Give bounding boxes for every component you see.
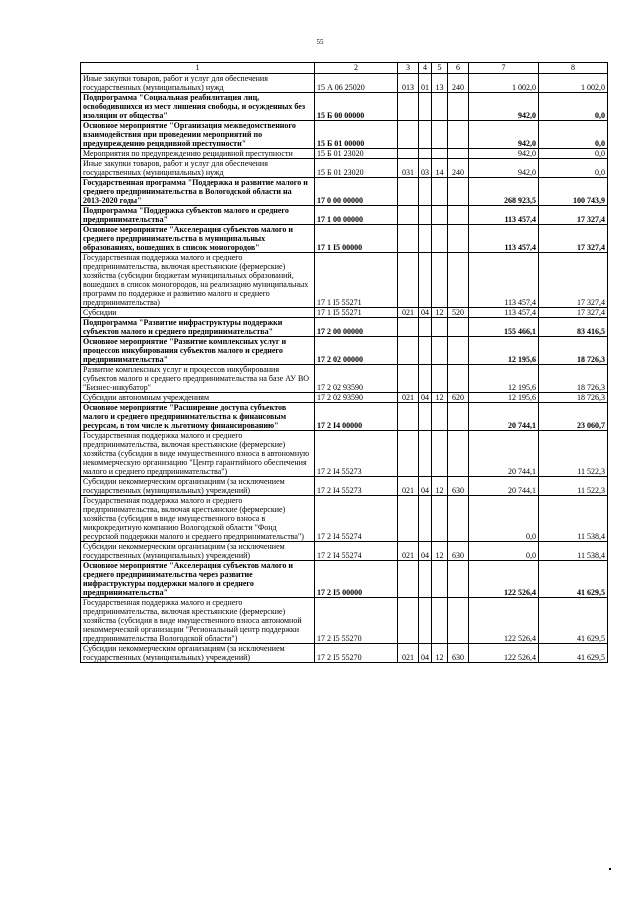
name-cell: Субсидии автономным учреждениям — [81, 393, 315, 403]
expense-type-cell — [448, 225, 469, 253]
amount-cell-col7: 113 457,4 — [469, 206, 539, 225]
name-cell: Государственная поддержка малого и среднего предпринимательства, включая крестьянские (фермерские) хозяйства (субсидия в виде имущественного взноса в автономную некоммерческую организацию "Центр гарантийного обеспечения малого и среднего предпринимательства") — [81, 431, 315, 477]
ministry-code-cell — [398, 598, 419, 644]
section-cell — [419, 253, 432, 308]
amount-cell-col7: 155 466,1 — [469, 318, 539, 337]
name-cell: Государственная поддержка малого и среднего предпринимательства, включая крестьянские (фермерские) хозяйства (субсидия в виде имущественного взноса автономной некоммерческой организации "Региональный центр поддержки предпринимательства Вологодской области") — [81, 598, 315, 644]
section-cell: 04 — [419, 644, 432, 663]
header-cell: 5 — [432, 63, 448, 74]
section-cell: 01 — [419, 74, 432, 93]
header-row — [81, 63, 608, 74]
table-row — [81, 644, 608, 663]
ministry-code-cell — [398, 403, 419, 431]
expense-type-cell: 630 — [448, 477, 469, 496]
header-cell: 2 — [315, 63, 398, 74]
ministry-code-cell — [398, 431, 419, 477]
subsection-cell: 13 — [432, 74, 448, 93]
table-row — [81, 598, 608, 644]
amount-cell-col7: 113 457,4 — [469, 253, 539, 308]
expense-type-cell — [448, 318, 469, 337]
name-cell: Субсидии некоммерческим организациям (за исключением государственных (муниципальных) учреждений) — [81, 542, 315, 561]
target-article-cell: 17 2 I5 55270 — [315, 598, 398, 644]
ministry-code-cell — [398, 121, 419, 149]
name-cell: Государственная поддержка малого и среднего предпринимательства, включая крестьянские (фермерские) хозяйства (субсидии бюджетам муниципальных образований, вошедших в список моногородов, на реализацию муниципальных программ по поддержке и развитию малого и среднего предпринимательства) — [81, 253, 315, 308]
amount-cell-col7: 942,0 — [469, 121, 539, 149]
expense-type-cell: 520 — [448, 308, 469, 318]
amount-cell-col7: 20 744,1 — [469, 403, 539, 431]
amount-cell-col8: 11 538,4 — [539, 542, 608, 561]
amount-cell-col7: 12 195,6 — [469, 337, 539, 365]
table-body — [81, 63, 608, 663]
amount-cell-col7: 268 923,5 — [469, 178, 539, 206]
target-article-cell: 17 2 00 00000 — [315, 318, 398, 337]
amount-cell-col7: 12 195,6 — [469, 393, 539, 403]
section-cell: 04 — [419, 477, 432, 496]
subsection-cell — [432, 225, 448, 253]
header-cell: 7 — [469, 63, 539, 74]
target-article-cell: 17 1 00 00000 — [315, 206, 398, 225]
name-cell: Субсидии некоммерческим организациям (за исключением государственных (муниципальных) учреждений) — [81, 477, 315, 496]
ministry-code-cell: 031 — [398, 159, 419, 178]
expense-type-cell — [448, 121, 469, 149]
amount-cell-col8: 0,0 — [539, 93, 608, 121]
table-row — [81, 318, 608, 337]
name-cell: Основное мероприятие "Расширение доступа субъектов малого и среднего предпринимательства к финансовым ресурсам, в том числе к льготному финансированию" — [81, 403, 315, 431]
subsection-cell — [432, 561, 448, 598]
name-cell: Государственная программа "Поддержка и развитие малого и среднего предпринимательства в Вологодской области на 2013-2020 годы" — [81, 178, 315, 206]
expense-type-cell: 620 — [448, 393, 469, 403]
subsection-cell — [432, 149, 448, 159]
amount-cell-col7: 122 526,4 — [469, 598, 539, 644]
amount-cell-col7: 122 526,4 — [469, 644, 539, 663]
amount-cell-col7: 942,0 — [469, 159, 539, 178]
amount-cell-col7: 1 002,0 — [469, 74, 539, 93]
table-row — [81, 121, 608, 149]
target-article-cell: 17 2 02 93590 — [315, 365, 398, 393]
expense-type-cell: 240 — [448, 159, 469, 178]
target-article-cell: 15 Б 01 23020 — [315, 159, 398, 178]
name-cell: Государственная поддержка малого и среднего предпринимательства, включая крестьянские (фермерские) хозяйства (субсидия в виде имущественного взноса в микрокредитную компанию Вологодской области "Фонд ресурсной поддержки малого и среднего предпринимательства") — [81, 496, 315, 542]
amount-cell-col7: 0,0 — [469, 496, 539, 542]
table-row — [81, 542, 608, 561]
target-article-cell: 17 2 I5 00000 — [315, 561, 398, 598]
section-cell — [419, 496, 432, 542]
name-cell: Основное мероприятие "Развитие комплексных услуг и процессов инкубирования субъектов малого и среднего предпринимательства" — [81, 337, 315, 365]
table-row — [81, 337, 608, 365]
amount-cell-col8: 17 327,4 — [539, 253, 608, 308]
ministry-code-cell — [398, 178, 419, 206]
budget-table — [80, 62, 608, 663]
amount-cell-col8: 17 327,4 — [539, 225, 608, 253]
expense-type-cell — [448, 403, 469, 431]
amount-cell-col7: 113 457,4 — [469, 308, 539, 318]
amount-cell-col8: 41 629,5 — [539, 644, 608, 663]
ministry-code-cell — [398, 93, 419, 121]
target-article-cell: 17 2 I4 55273 — [315, 477, 398, 496]
header-cell: 4 — [419, 63, 432, 74]
target-article-cell: 15 А 06 25020 — [315, 74, 398, 93]
expense-type-cell — [448, 149, 469, 159]
header-cell: 8 — [539, 63, 608, 74]
subsection-cell — [432, 431, 448, 477]
ministry-code-cell: 021 — [398, 644, 419, 663]
expense-type-cell — [448, 496, 469, 542]
subsection-cell — [432, 598, 448, 644]
target-article-cell: 17 0 00 00000 — [315, 178, 398, 206]
expense-type-cell: 630 — [448, 542, 469, 561]
expense-type-cell — [448, 561, 469, 598]
table-row — [81, 93, 608, 121]
name-cell: Основное мероприятие "Акселерация субъектов малого и среднего предпринимательства через развитие инфраструктуры поддержки малого и среднего предпринимательства" — [81, 561, 315, 598]
ministry-code-cell: 021 — [398, 542, 419, 561]
section-cell: 04 — [419, 393, 432, 403]
amount-cell-col8: 0,0 — [539, 159, 608, 178]
expense-type-cell — [448, 365, 469, 393]
amount-cell-col7: 122 526,4 — [469, 561, 539, 598]
ministry-code-cell: 021 — [398, 308, 419, 318]
name-cell: Подпрограмма "Социальная реабилитация лиц, освободившихся из мест лишения свободы, и осужденных без изоляции от общества" — [81, 93, 315, 121]
amount-cell-col8: 11 522,3 — [539, 431, 608, 477]
amount-cell-col8: 18 726,3 — [539, 337, 608, 365]
subsection-cell — [432, 178, 448, 206]
amount-cell-col7: 20 744,1 — [469, 431, 539, 477]
name-cell: Основное мероприятие "Организация межведомственного взаимодействия при проведении мероприятий по предупреждению рецидивной преступности" — [81, 121, 315, 149]
section-cell — [419, 149, 432, 159]
subsection-cell — [432, 337, 448, 365]
subsection-cell — [432, 253, 448, 308]
table-row — [81, 477, 608, 496]
header-cell: 6 — [448, 63, 469, 74]
amount-cell-col7: 113 457,4 — [469, 225, 539, 253]
name-cell: Развитие комплексных услуг и процессов инкубирования субъектов малого и среднего предпринимательства на базе АУ ВО "Бизнес-инкубатор" — [81, 365, 315, 393]
amount-cell-col8: 23 060,7 — [539, 403, 608, 431]
ministry-code-cell — [398, 318, 419, 337]
subsection-cell: 12 — [432, 477, 448, 496]
target-article-cell: 17 1 I5 55271 — [315, 253, 398, 308]
target-article-cell: 17 2 I5 55270 — [315, 644, 398, 663]
section-cell — [419, 598, 432, 644]
target-article-cell: 15 Б 00 00000 — [315, 93, 398, 121]
section-cell — [419, 365, 432, 393]
amount-cell-col8: 18 726,3 — [539, 393, 608, 403]
name-cell: Подпрограмма "Поддержка субъектов малого и среднего предпринимательства" — [81, 206, 315, 225]
section-cell — [419, 178, 432, 206]
ministry-code-cell — [398, 337, 419, 365]
subsection-cell — [432, 496, 448, 542]
table-row — [81, 159, 608, 178]
target-article-cell: 17 2 02 93590 — [315, 393, 398, 403]
section-cell — [419, 318, 432, 337]
subsection-cell — [432, 206, 448, 225]
expense-type-cell: 630 — [448, 644, 469, 663]
name-cell: Подпрограмма "Развитие инфраструктуры поддержки субъектов малого и среднего предпринимательства" — [81, 318, 315, 337]
section-cell: 04 — [419, 542, 432, 561]
expense-type-cell — [448, 93, 469, 121]
ministry-code-cell: 013 — [398, 74, 419, 93]
table-row — [81, 393, 608, 403]
table-row — [81, 403, 608, 431]
target-article-cell: 17 1 I5 00000 — [315, 225, 398, 253]
ministry-code-cell — [398, 149, 419, 159]
amount-cell-col8: 83 416,5 — [539, 318, 608, 337]
table-row — [81, 253, 608, 308]
ministry-code-cell: 021 — [398, 477, 419, 496]
corner-mark — [609, 868, 611, 870]
expense-type-cell: 240 — [448, 74, 469, 93]
amount-cell-col8: 41 629,5 — [539, 598, 608, 644]
amount-cell-col8: 1 002,0 — [539, 74, 608, 93]
expense-type-cell — [448, 337, 469, 365]
target-article-cell: 17 2 I4 55274 — [315, 542, 398, 561]
table-row — [81, 496, 608, 542]
target-article-cell: 17 1 I5 55271 — [315, 308, 398, 318]
ministry-code-cell: 021 — [398, 393, 419, 403]
name-cell: Основное мероприятие "Акселерация субъектов малого и среднего предпринимательства в муниципальных образованиях, вошедших в список моногородов" — [81, 225, 315, 253]
section-cell: 03 — [419, 159, 432, 178]
target-article-cell: 15 Б 01 23020 — [315, 149, 398, 159]
target-article-cell: 17 2 I4 00000 — [315, 403, 398, 431]
amount-cell-col7: 0,0 — [469, 542, 539, 561]
section-cell — [419, 431, 432, 477]
amount-cell-col8: 100 743,9 — [539, 178, 608, 206]
amount-cell-col8: 41 629,5 — [539, 561, 608, 598]
table-row — [81, 74, 608, 93]
ministry-code-cell — [398, 496, 419, 542]
ministry-code-cell — [398, 561, 419, 598]
amount-cell-col8: 11 522,3 — [539, 477, 608, 496]
target-article-cell: 17 2 02 00000 — [315, 337, 398, 365]
target-article-cell: 15 Б 01 00000 — [315, 121, 398, 149]
page-number: 55 — [316, 38, 324, 46]
table-row — [81, 206, 608, 225]
target-article-cell: 17 2 I4 55273 — [315, 431, 398, 477]
name-cell: Иные закупки товаров, работ и услуг для обеспечения государственных (муниципальных) нужд — [81, 74, 315, 93]
ministry-code-cell — [398, 253, 419, 308]
expense-type-cell — [448, 253, 469, 308]
section-cell — [419, 121, 432, 149]
table-row — [81, 225, 608, 253]
amount-cell-col7: 942,0 — [469, 149, 539, 159]
section-cell — [419, 93, 432, 121]
subsection-cell — [432, 403, 448, 431]
amount-cell-col7: 20 744,1 — [469, 477, 539, 496]
section-cell — [419, 337, 432, 365]
header-cell: 3 — [398, 63, 419, 74]
expense-type-cell — [448, 431, 469, 477]
subsection-cell — [432, 365, 448, 393]
target-article-cell: 17 2 I4 55274 — [315, 496, 398, 542]
section-cell — [419, 206, 432, 225]
table-row — [81, 178, 608, 206]
subsection-cell: 14 — [432, 159, 448, 178]
expense-type-cell — [448, 206, 469, 225]
subsection-cell: 12 — [432, 393, 448, 403]
amount-cell-col8: 18 726,3 — [539, 365, 608, 393]
subsection-cell — [432, 121, 448, 149]
expense-type-cell — [448, 178, 469, 206]
subsection-cell: 12 — [432, 308, 448, 318]
amount-cell-col8: 17 327,4 — [539, 206, 608, 225]
header-cell: 1 — [81, 63, 315, 74]
section-cell — [419, 225, 432, 253]
ministry-code-cell — [398, 206, 419, 225]
expense-type-cell — [448, 598, 469, 644]
amount-cell-col8: 11 538,4 — [539, 496, 608, 542]
table-row — [81, 561, 608, 598]
section-cell: 04 — [419, 308, 432, 318]
section-cell — [419, 403, 432, 431]
table-row — [81, 365, 608, 393]
subsection-cell — [432, 93, 448, 121]
amount-cell-col7: 12 195,6 — [469, 365, 539, 393]
table-row — [81, 149, 608, 159]
ministry-code-cell — [398, 225, 419, 253]
amount-cell-col8: 0,0 — [539, 149, 608, 159]
amount-cell-col8: 17 327,4 — [539, 308, 608, 318]
table-row — [81, 431, 608, 477]
name-cell: Иные закупки товаров, работ и услуг для обеспечения государственных (муниципальных) нужд — [81, 159, 315, 178]
section-cell — [419, 561, 432, 598]
ministry-code-cell — [398, 365, 419, 393]
amount-cell-col8: 0,0 — [539, 121, 608, 149]
subsection-cell: 12 — [432, 542, 448, 561]
subsection-cell: 12 — [432, 644, 448, 663]
name-cell: Субсидии некоммерческим организациям (за исключением государственных (муниципальных) учреждений) — [81, 644, 315, 663]
subsection-cell — [432, 318, 448, 337]
name-cell: Мероприятия по предупреждению рецидивной преступности — [81, 149, 315, 159]
amount-cell-col7: 942,0 — [469, 93, 539, 121]
table-row — [81, 308, 608, 318]
name-cell: Субсидии — [81, 308, 315, 318]
